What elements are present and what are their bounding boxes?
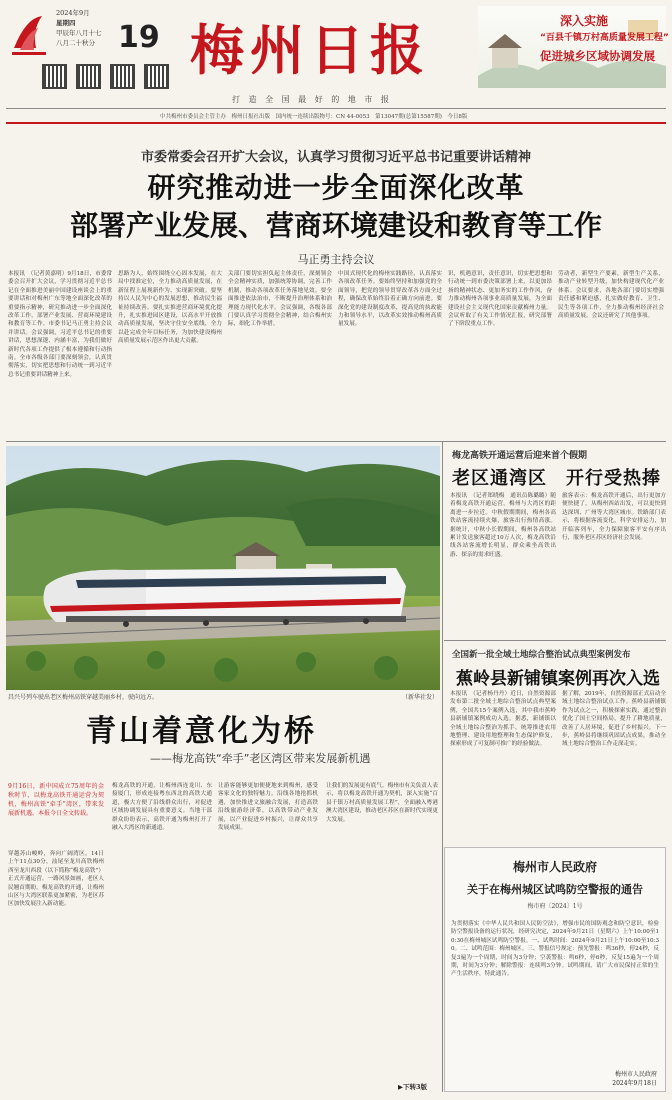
lead-subhead: 马正勇主持会议: [297, 253, 375, 266]
feature-column-4: 让我们的发展更有底气。梅州市有关负责人表示，将以梅龙高铁开通为契机，深入实施“百县千镇万村高质量发展工程”，全面融入粤港澳大湾区建设，推动老区苏区在新时代实现更大发展。: [326, 783, 438, 823]
promo-line-1: 深入实施: [560, 14, 609, 28]
feature-headline: 青山着意化为桥: [86, 714, 317, 749]
feature-column-1: 穿越苏山峻岭，奔向广阔湾区。14日上午11点30分，汕尾至龙川高铁梅州西至龙川西段（以下简称“梅龙高铁”）正式开通运营。一路风景如画，老区人民翘首期盼。梅龙高铁的开通，让梅州山区与大湾区联系更加紧密，为老区苏区加快发展注入新动能。: [8, 851, 104, 908]
continued-link[interactable]: ▶下转3版: [398, 1083, 428, 1091]
issue-day: 19: [118, 20, 160, 55]
lead-column-2: 思路为人，始终围绕立心固本发展，在大局中找准定位，全力推动高质量发展，在新征程上展现新作为、实现新突破。要坚持以人民为中心的发展思想，推动民生福祉持续改善。要扎实推进营商环境优化提升，扎实推进园区建设，以高水平开放推动高质量发展，坚决守住安全底线，全力以赴完成全年目标任务，为加快建设梅州高质量发展示范区作出更大贡献。: [118, 271, 222, 345]
qr-code-icon: [110, 64, 135, 89]
lead-column-4: 中国式现代化的梅州实践路径，认真落实各项改革任务。要始终坚持和加强党的全面领导，把党的领导贯穿改革各方面全过程，确保改革始终沿着正确方向前进。要深化党的建设制度改革，提高党的执政能力和领导水平，以改革实效推动梅州高质量发展。: [338, 271, 442, 328]
notice-body: 为贯彻落实《中华人民共和国人民防空法》，增强市民的国防观念和防空意识，检验防空警报设备的运行状况，经研究决定，2024年9月21日（星期六）上午10:00至10:30在梅州城区试鸣防空警报。一、试鸣时间：2024年9月21日上午10:00至10:30。二、试鸣范围：梅州城区。三、警报信号规定：预先警报：鸣36秒，停24秒，反复3遍为一个周期，时间为3分钟；空袭警报：鸣6秒，停6秒，反复15遍为一个周期，时间为3分钟；解除警报：连续鸣3分钟。试鸣期间，请广大市民保持正常的生产生活秩序，特此通告。: [451, 921, 659, 978]
lead-column-5: 识，机遇意识，责任意识，切实把思想和行动统一到市委决策部署上来，以更加昂扬的精神状态、更加务实的工作作风，奋力推动梅州各项事业高质量发展，为全面建设社会主义现代化国家贡献梅州力量。会议听取了有关工作情况汇报，研究部署了下阶段重点工作。: [448, 271, 552, 328]
qr-code-icon: [76, 64, 101, 89]
rail-headline: 老区通湾区 开行受热捧: [452, 468, 661, 489]
rail-kicker: 梅龙高铁开通运营后迎来首个假期: [452, 451, 588, 461]
newspaper-slogan: 打 造 全 国 最 好 的 地 市 报: [232, 95, 392, 104]
feature-column-3: 让游客能够更加便捷地来到梅州，感受客家文化的独特魅力。沿线各地抢抓机遇，加快推进文旅融合发展，打造高铁沿线旅游经济带，以高铁带动产业发展，以产业促进乡村振兴，让群众共享发展成果。: [218, 783, 318, 832]
photo-caption: 昌兴号列车驶出老区梅州高铁穿越美丽乡村，驶向远方。 （新华社发）: [8, 694, 438, 701]
lead-headline-2: 部署产业发展、营商环境建设和教育等工作: [69, 209, 602, 242]
rail-column-2: 旅客表示：梅龙高铁开通后，出行更加方便快捷了，从梅州西站出发，可以更快到达深圳、广州等大湾区城市。铁路部门表示，将根据客流变化，科学安排运力，加开临客列车，全力保障旅客平安有序出行，服务老区苏区经济社会发展。: [562, 493, 666, 542]
high-speed-train-photo: [6, 446, 440, 690]
lead-column-1: 本报讯 （记者黄嘉明）9月18日，市委常委会召开扩大会议，学习贯彻习近平总书记在全面推进美丽中国建设座谈会上的重要讲话和对梅州广东等地全面深化改革的重要指示精神，研究推动进一步全面深化改革工作，部署产业发展、营商环境建设和教育等工作。市委书记马正勇主持会议并讲话。会议强调，习近平总书记的重要讲话，思想深邃、内涵丰富，为我们做好新时代各项工作提供了根本遵循和行动指南。全市各级各部门要深刻领会，认真贯彻落实，切实把思想和行动统一到习近平总书记重要讲话精神上来。: [8, 271, 112, 378]
village-column-2: 据了解，2019年，自然资源部正式启动全域土地综合整治试点工作。蕉岭县新铺镇作为试点之一，积极探索实践，通过整治优化了国土空间格局，提升了耕地质量，改善了人居环境，促进了乡村振兴。下一步，蕉岭县将继续巩固试点成果，推动全域土地综合整治工作走深走实。: [562, 691, 666, 748]
village-column-1: 本报讯 （记者杨丹丹）近日，自然资源部发布第二批全域土地综合整治试点典型案例，全国共15个案例入选，其中我市蕉岭县新铺镇案例成功入选。据悉，新铺镇以全域土地综合整治为抓手，统筹推进农用地整理、建设用地整理和生态保护修复，探索形成了可复制可推广的经验做法。: [450, 691, 556, 748]
newspaper-logo-icon: [6, 8, 52, 68]
notice-docno: 梅市府〔2024〕1号: [527, 903, 583, 910]
village-kicker: 全国新一批全域土地综合整治试点典型案例发布: [452, 650, 631, 660]
notice-title: 关于在梅州城区试鸣防空警报的通告: [467, 883, 643, 896]
promo-line-3: 促进城乡区域协调发展: [540, 49, 655, 63]
promo-line-2: “百县千镇万村高质量发展工程”: [540, 33, 669, 43]
notice-signature: 梅州市人民政府 2024年9月18日: [612, 1071, 657, 1087]
notice-org: 梅州市人民政府: [512, 860, 597, 874]
rail-column-1: 本报讯 （记者郑晓梅 通讯员陈璐璐）随着梅龙高铁开通运营，梅州与大湾区的距离进一步拉近。中秋假期期间，梅州各高铁站客流持续火爆，旅客出行热情高涨。据统计，中秋小长假期间，梅州各高铁站累计发送旅客超过10万人次，梅龙高铁沿线各站客流增长明显，群众乘坐高铁出游、探亲的需求旺盛。: [450, 493, 556, 558]
qr-code-icon: [144, 64, 169, 89]
lead-column-6: 劳动者，新型生产要素，新型生产关系，推动产业转型升级，加快构建现代化产业体系。会议要求，各地各部门要切实增强责任感和紧迫感，扎实做好教育、卫生、民生等各项工作，全力推动梅州经济社会高质量发展。会议还研究了其他事项。: [558, 271, 664, 320]
feature-lead: 9月16日，新中国成立75周年的金秋时节，以梅龙高铁开通运营为契机，梅州高铁“牵手”湾区，带来发展新机遇。本报今日全文转载。: [8, 783, 104, 817]
issue-date: 2024年9月 星期四 甲辰年八月十七 八月二十秋分: [56, 9, 102, 47]
feature-subhead: ——梅龙高铁“牵手”老区湾区带来发展新机遇: [150, 752, 371, 765]
newspaper-title: 梅州日报: [190, 18, 430, 82]
government-notice: [444, 847, 666, 1092]
lead-headline-1: 研究推动进一步全面深化改革: [147, 171, 525, 204]
publication-meta: 中共梅州市委员会主管主办 梅州日报社出版 国内统一连续出版物号：CN 44-0053 第13047期(总第15587期) 今日8版: [160, 114, 468, 120]
lead-kicker: 市委常委会召开扩大会议，认真学习贯彻习近平总书记重要讲话精神: [140, 150, 531, 165]
feature-column-2: 梅龙高铁的开通，让梅州西连龙川、东接厦门，形成连接粤东西北的高铁大通道，极大方便了沿线群众出行，对促进区域协调发展具有重要意义。当地干部群众纷纷表示，高铁开通为梅州打开了融入大湾区的新通道。: [112, 783, 212, 832]
qr-code-icon: [42, 64, 67, 89]
lead-column-3: 关部门要切实担负起主体责任，深刻领会全会精神实质，加强统筹协调，完善工作机制，推动各项改革任务落地见效。要全面推进依法治市，不断提升治理体系和治理能力现代化水平。会议强调，各级各部门要认真学习贯彻全会精神，结合梅州实际，细化工作举措。: [228, 271, 332, 328]
village-headline: 蕉岭县新铺镇案例再次入选: [456, 669, 660, 689]
